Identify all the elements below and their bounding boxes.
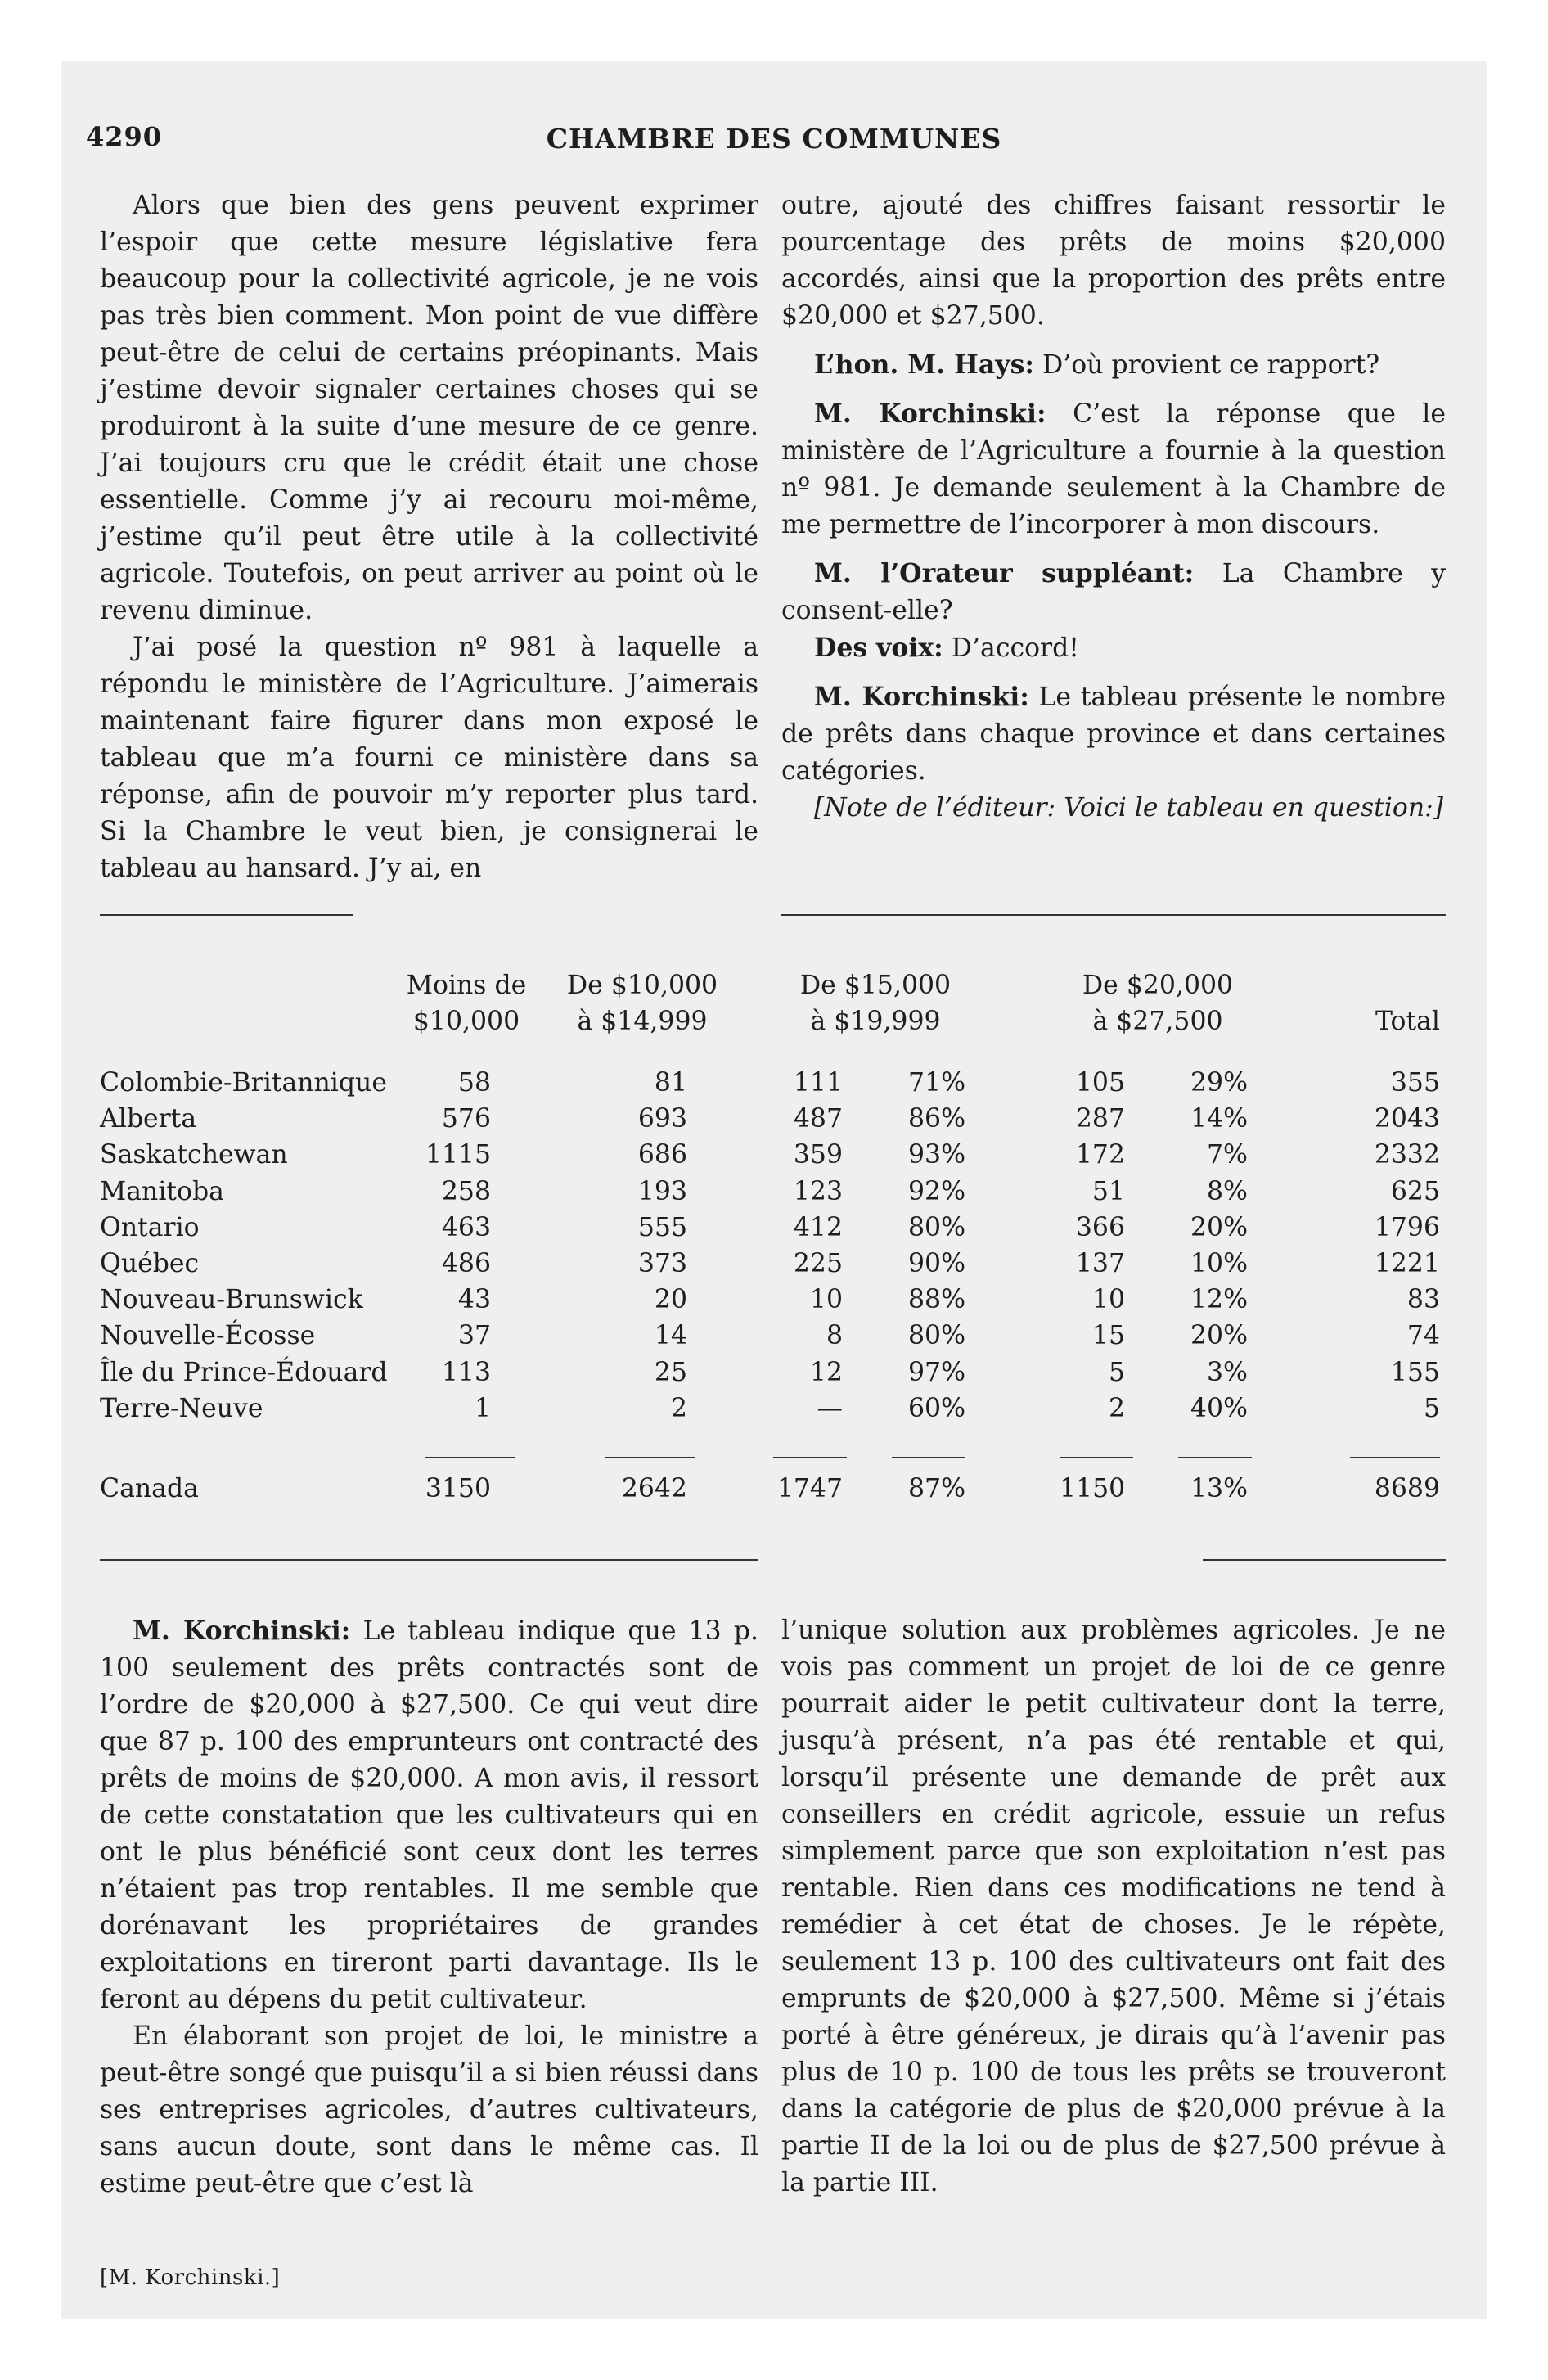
divider <box>1203 1559 1446 1561</box>
cell-under-10000: 58 <box>457 1068 491 1098</box>
speech-hays <box>781 346 1446 384</box>
cell-15000-19999-pct: 80% <box>907 1321 965 1351</box>
cell-under-10000: 1 <box>474 1393 491 1423</box>
paragraph: outre, ajouté des chiffres faisant ressortir le pourcentage des prêts de moins $20,000 accordés, ainsi que la proportion des prêts entre $20,000 et $27,500. <box>781 191 1446 331</box>
cell-province: Île du Prince-Édouard <box>100 1357 388 1387</box>
header-line: De $15,000 <box>799 971 952 1000</box>
cell-10000-14999: 2642 <box>621 1474 687 1503</box>
cell-20000-27500: 287 <box>1075 1104 1125 1134</box>
left-column-top <box>100 187 758 887</box>
header-line: à $27,500 <box>1092 1007 1223 1036</box>
cell-total: 625 <box>1390 1176 1440 1206</box>
cell-province: Terre-Neuve <box>100 1393 263 1423</box>
cell-10000-14999: 20 <box>654 1285 687 1315</box>
cell-20000-27500-pct: 20% <box>1190 1212 1248 1242</box>
cell-15000-19999-pct: 92% <box>907 1176 965 1206</box>
cell-20000-27500: 366 <box>1075 1212 1125 1242</box>
cell-20000-27500: 137 <box>1075 1249 1125 1278</box>
cell-20000-27500-pct: 8% <box>1207 1176 1248 1206</box>
cell-20000-27500: 172 <box>1075 1140 1125 1170</box>
cell-total: 155 <box>1390 1357 1440 1387</box>
cell-total: 74 <box>1406 1321 1440 1351</box>
cell-10000-14999: 193 <box>637 1176 687 1206</box>
cell-10000-14999: 2 <box>670 1393 687 1423</box>
header-line: à $19,999 <box>810 1007 941 1036</box>
cell-total: 1796 <box>1374 1212 1440 1242</box>
cell-20000-27500-pct: 13% <box>1190 1474 1248 1503</box>
cell-10000-14999: 686 <box>637 1140 687 1170</box>
cell-total: 8689 <box>1374 1474 1440 1503</box>
paragraph: J’ai posé la question nº 981 à laquelle a répondu le ministère de l’Agriculture. J’aimerais maintenant faire figurer dans mon exposé le tableau que m’a fourni ce ministère dans sa réponse, afin de pouvoir m’y reporter plus tard. Si la Chambre le veut bien, je consignerai le tableau au hansard. J’y ai, en <box>100 633 758 883</box>
speech-text: C’est la réponse que le ministère de l’Agriculture a fournie à la question nº 981. Je demande seulement à la Chambre de me permettre de l’incorporer à mon discours. <box>781 399 1447 539</box>
cell-15000-19999: 10 <box>809 1285 843 1315</box>
cell-15000-19999-pct: 93% <box>907 1140 965 1170</box>
speech-text: Le tableau présente le nombre de prêts dans chaque province et dans certaines catégories. <box>781 683 1446 786</box>
cell-15000-19999: 123 <box>793 1176 843 1206</box>
cell-20000-27500: 5 <box>1108 1357 1125 1387</box>
right-column-bottom <box>781 1612 1446 2202</box>
header-line: De $20,000 <box>1082 971 1234 1000</box>
speaker-name: M. Korchinski: <box>814 682 1029 712</box>
speaker-name: M. l’Orateur suppléant: <box>814 558 1195 588</box>
speech-korchinski <box>100 1612 758 2018</box>
cell-10000-14999: 693 <box>637 1104 687 1134</box>
paragraph: En élaborant son projet de loi, le ministre a peut-être songé que puisqu’il a si bien réussi dans ses entreprises agricoles, d’autres cultivateurs, sans aucun doute, sont dans le même cas. Il estime peut-être que c’est là <box>100 2022 758 2198</box>
cell-total: 355 <box>1390 1068 1440 1098</box>
speech-text: D’accord! <box>951 633 1079 663</box>
cell-province: Saskatchewan <box>100 1140 288 1170</box>
speaker-name: Des voix: <box>814 633 943 663</box>
cell-15000-19999-pct: 80% <box>907 1212 965 1242</box>
page-number: 4290 <box>86 121 163 152</box>
cell-province: Manitoba <box>100 1176 224 1206</box>
cell-10000-14999: 81 <box>654 1068 687 1098</box>
cell-province: Ontario <box>100 1212 200 1242</box>
cell-under-10000: 43 <box>457 1285 491 1315</box>
speaker-name: M. Korchinski: <box>814 399 1046 429</box>
cell-under-10000: 1115 <box>425 1140 491 1170</box>
cell-20000-27500-pct: 7% <box>1207 1140 1248 1170</box>
speaker-name: M. Korchinski: <box>133 1616 351 1646</box>
cell-15000-19999-pct: 90% <box>907 1249 965 1278</box>
cell-under-10000: 258 <box>441 1176 491 1206</box>
cell-15000-19999: — <box>817 1393 843 1423</box>
cell-20000-27500: 10 <box>1091 1285 1125 1315</box>
cell-10000-14999: 373 <box>637 1249 687 1278</box>
cell-20000-27500-pct: 29% <box>1190 1068 1248 1098</box>
cell-15000-19999-pct: 71% <box>907 1068 965 1098</box>
speech-voix <box>781 629 1446 667</box>
cell-15000-19999-pct: 86% <box>907 1104 965 1134</box>
cell-20000-27500: 51 <box>1091 1176 1125 1206</box>
cell-10000-14999: 14 <box>654 1321 687 1351</box>
editor-note: [Note de l’éditeur: Voici le tableau en question:] <box>814 793 1444 823</box>
cell-20000-27500-pct: 20% <box>1190 1321 1248 1351</box>
header-line: Moins de <box>406 971 527 1000</box>
cell-under-10000: 113 <box>441 1357 491 1387</box>
cell-total: 2043 <box>1374 1104 1440 1134</box>
header-line: De $10,000 <box>566 971 718 1000</box>
speech-orateur <box>781 555 1446 629</box>
cell-total: 2332 <box>1374 1140 1440 1170</box>
cell-province: Canada <box>100 1474 199 1503</box>
speech-text: Le tableau indique que 13 p. 100 seulement des prêts contractés sont de l’ordre de $20,000 à $27,500. Ce qui veut dire que 87 p. 100 des emprunteurs ont contracté des prêts de moins de $20,000. A mon avis, il ressort de cette constatation que les cultivateurs qui en ont le plus bénéficié sont ceux dont les terres n’étaient pas trop rentables. Il me semble que dorénavant les propriétaires de grandes exploitations en tireront parti davantage. Ils le feront au dépens du petit cultivateur. <box>100 1616 759 2014</box>
cell-10000-14999: 555 <box>637 1212 687 1242</box>
cell-20000-27500: 1150 <box>1060 1474 1126 1503</box>
cell-15000-19999-pct: 88% <box>907 1285 965 1315</box>
cell-20000-27500-pct: 12% <box>1190 1285 1248 1315</box>
divider <box>100 1559 758 1561</box>
cell-total: 83 <box>1406 1285 1440 1315</box>
cell-under-10000: 37 <box>457 1321 491 1351</box>
cell-province: Québec <box>100 1249 200 1278</box>
cell-15000-19999: 412 <box>793 1212 843 1242</box>
cell-15000-19999: 225 <box>793 1249 843 1278</box>
cell-15000-19999-pct: 97% <box>907 1357 965 1387</box>
cell-15000-19999: 8 <box>826 1321 843 1351</box>
cell-15000-19999: 487 <box>793 1104 843 1134</box>
cell-under-10000: 3150 <box>425 1474 491 1503</box>
divider <box>100 914 353 916</box>
header-line: à $14,999 <box>577 1007 708 1036</box>
cell-under-10000: 463 <box>441 1212 491 1242</box>
right-column-top <box>781 187 1446 827</box>
speaker-name: L’hon. M. Hays: <box>814 349 1034 380</box>
cell-20000-27500: 105 <box>1075 1068 1125 1098</box>
speech-text: D’où provient ce rapport? <box>1042 350 1380 380</box>
divider <box>781 914 1446 916</box>
cell-20000-27500-pct: 3% <box>1207 1357 1248 1387</box>
cell-15000-19999-pct: 87% <box>907 1474 965 1503</box>
cell-province: Alberta <box>100 1104 197 1134</box>
cell-15000-19999-pct: 60% <box>907 1393 965 1423</box>
cell-20000-27500-pct: 40% <box>1190 1393 1248 1423</box>
cell-province: Nouveau-Brunswick <box>100 1285 363 1315</box>
speech-korchinski <box>781 678 1446 790</box>
cell-15000-19999: 359 <box>793 1140 843 1170</box>
speech-text: La Chambre y consent-elle? <box>781 559 1447 625</box>
cell-20000-27500: 15 <box>1091 1321 1125 1351</box>
cell-20000-27500-pct: 10% <box>1190 1249 1248 1278</box>
speaker-signature: [M. Korchinski.] <box>100 2265 281 2290</box>
cell-10000-14999: 25 <box>654 1357 687 1387</box>
cell-province: Colombie-Britannique <box>100 1068 387 1098</box>
left-column-bottom <box>100 1612 758 2202</box>
cell-total: 1221 <box>1374 1249 1440 1278</box>
cell-15000-19999: 111 <box>793 1068 843 1098</box>
cell-20000-27500-pct: 14% <box>1190 1104 1248 1134</box>
cell-20000-27500: 2 <box>1108 1393 1125 1423</box>
cell-under-10000: 576 <box>441 1104 491 1134</box>
cell-15000-19999: 12 <box>809 1357 843 1387</box>
header-total: Total <box>1375 1007 1440 1036</box>
paragraph: Alors que bien des gens peuvent exprimer l’espoir que cette mesure législative fera beaucoup pour la collectivité agricole, je ne vois pas très bien comment. Mon point de vue diffère peut-être de celui de certains préopinants. Mais j’estime devoir signaler certaines choses qui se produiront à la suite d’une mesure de ce genre. J’ai toujours cru que le crédit était une chose essentielle. Comme j’y ai recouru moi-même, j’estime qu’il peut être utile à la collectivité agricole. Toutefois, on peut arriver au point où le revenu diminue. <box>100 191 758 625</box>
header-line: $10,000 <box>412 1007 520 1036</box>
cell-under-10000: 486 <box>441 1249 491 1278</box>
cell-total: 5 <box>1423 1393 1440 1423</box>
running-title: CHAMBRE DES COMMUNES <box>546 123 1002 155</box>
speech-korchinski <box>781 395 1446 543</box>
cell-15000-19999: 1747 <box>776 1474 843 1503</box>
paragraph: l’unique solution aux problèmes agricoles. Je ne vois pas comment un projet de loi de ce genre pourrait aider le petit cultivateur dont la terre, jusqu’à présent, n’a pas été rentable et qui, lorsqu’il présente une demande de prêt aux conseillers en crédit agricole, essuie un refus simplement parce que son exploitation n’est pas rentable. Rien dans ces modifications ne tend à remédier à cet état de choses. Je le répète, seulement 13 p. 100 des cultivateurs ont fait des emprunts de $20,000 à $27,500. Même si j’étais porté à être généreux, je dirais qu’à l’avenir pas plus de 10 p. 100 de tous les prêts se trouveront dans la catégorie de plus de $20,000 prévue à la partie II de la loi ou de plus de $27,500 prévue à la partie III. <box>781 1616 1446 2197</box>
cell-province: Nouvelle-Écosse <box>100 1321 316 1351</box>
